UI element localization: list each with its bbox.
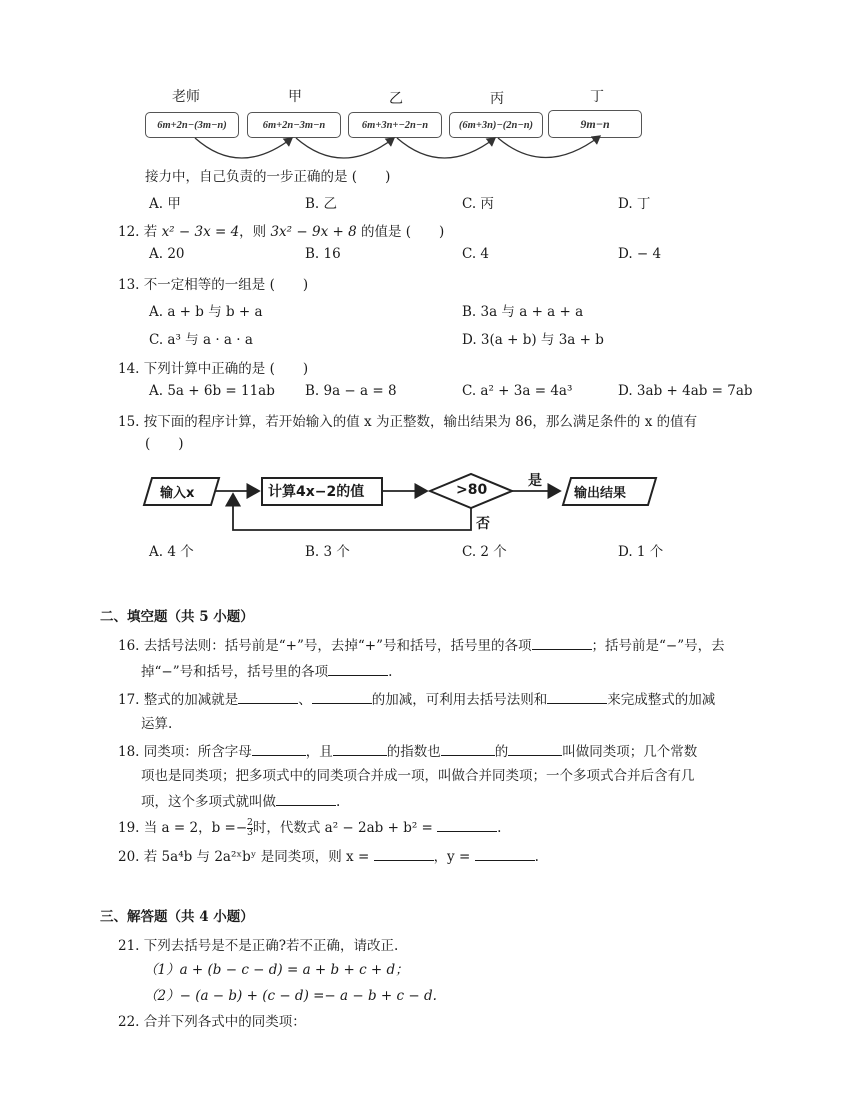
flow-compare: >80: [456, 482, 488, 498]
answer-blank: [276, 793, 336, 806]
q21-item-1: （1）a + (b − c − d) = a + b + c + d；: [144, 962, 409, 978]
relay-step-jia: 6m+2n−3m−n: [247, 112, 341, 138]
relay-name-teacher: 老师: [172, 89, 200, 105]
answer-blank: [441, 743, 495, 756]
q16-line2: 掉“−”号和括号，括号里的各项 .: [141, 664, 393, 680]
flow-no-label: 否: [476, 516, 490, 532]
q21-stem: 21. 下列去括号是不是正确?若不正确，请改正.: [118, 938, 399, 954]
q13-option-a: A. a + b 与 b + a: [149, 304, 263, 320]
q18-line2: 项也是同类项；把多项式中的同类项合并成一项，叫做合并同类项；一个多项式合并后含有几: [141, 768, 695, 784]
section-solve-title: 三、解答题（共 4 小题）: [100, 909, 254, 925]
q13-option-d: D. 3(a + b) 与 3a + b: [462, 332, 604, 348]
q17-line2: 运算.: [141, 716, 173, 732]
q20-line: 20. 若 5a⁴b 与 2a²ˣbʸ 是同类项，则 x = ，y = .: [118, 849, 539, 865]
relay-question: 接力中，自己负责的一步正确的是 ( ): [145, 169, 391, 185]
answer-paren: ( ): [145, 436, 184, 452]
answer-blank: [252, 743, 306, 756]
answer-paren: ( ): [269, 361, 309, 377]
answer-blank: [508, 743, 562, 756]
q12-stem: 12. 若 x² − 3x = 4，则 3x² − 9x + 8 的值是 ( ): [118, 224, 445, 240]
answer-blank: [547, 691, 607, 704]
answer-blank: [532, 637, 592, 650]
q13-option-b: B. 3a 与 a + a + a: [462, 304, 584, 320]
q18-line3: 项，这个多项式就叫做 .: [141, 794, 341, 810]
answer-paren: ( ): [269, 277, 309, 293]
q15-option-a: A. 4 个: [149, 544, 194, 560]
relay-step-yi: 6m+3n+−2n−n: [348, 112, 442, 138]
relay-option-b: B. 乙: [305, 196, 338, 212]
q15-option-c: C. 2 个: [462, 544, 507, 560]
relay-name-yi: 乙: [389, 91, 403, 107]
q16-line1: 16. 去括号法则：括号前是“+”号，去掉“+”号和括号，括号里的各项 ；括号前是“−”号，去: [118, 638, 725, 654]
q14-option-d: D. 3ab + 4ab = 7ab: [618, 383, 753, 399]
answer-blank: [312, 691, 372, 704]
q21-item-2: （2）− (a − b) + (c − d) =− a − b + c − d.: [144, 988, 437, 1004]
q12-option-a: A. 20: [149, 246, 185, 262]
relay-name-ding: 丁: [590, 89, 604, 105]
q19-line: 19. 当 a = 2，b =− $\frac{2}{3}$ 时，代数式 a² − 2ab + b² = .: [118, 818, 502, 838]
relay-name-jia: 甲: [288, 89, 302, 105]
answer-paren: ( ): [405, 224, 445, 240]
q22-stem: 22. 合并下列各式中的同类项：: [118, 1014, 306, 1030]
fraction: $\frac{2}{3}$: [247, 818, 253, 838]
q13-stem: 13. 不一定相等的一组是 ( ): [118, 277, 309, 293]
answer-blank: [328, 663, 388, 676]
q17-line1: 17. 整式的加减就是 、 的加减，可利用去括号法则和 来完成整式的加减: [118, 692, 716, 708]
answer-blank: [238, 691, 298, 704]
q15-option-d: D. 1 个: [618, 544, 664, 560]
relay-step-teacher: 6m+2n−(3m−n): [145, 112, 239, 138]
flow-yes-label: 是: [528, 473, 542, 489]
flow-compute: 计算4x−2的值: [268, 484, 365, 500]
relay-option-a: A. 甲: [149, 196, 181, 212]
q14-option-b: B. 9a − a = 8: [305, 383, 397, 399]
relay-name-bing: 丙: [490, 91, 504, 107]
q14-option-a: A. 5a + 6b = 11ab: [149, 383, 275, 399]
answer-blank: [333, 743, 387, 756]
q15-stem: 15. 按下面的程序计算，若开始输入的值 x 为正整数，输出结果为 86，那么满足条件的 x 的值有: [118, 414, 698, 430]
answer-blank: [374, 848, 434, 861]
answer-blank: [475, 848, 535, 861]
q12-option-c: C. 4: [462, 246, 490, 262]
q13-option-c: C. a³ 与 a · a · a: [149, 332, 253, 348]
section-fill-blank-title: 二、填空题（共 5 小题）: [100, 609, 254, 625]
q12-option-b: B. 16: [305, 246, 341, 262]
q14-stem: 14. 下列计算中正确的是 ( ): [118, 361, 309, 377]
answer-paren: ( ): [351, 169, 391, 185]
relay-step-ding: 9m−n: [548, 110, 642, 138]
relay-step-bing: (6m+3n)−(2n−n): [449, 112, 543, 138]
flow-output: 输出结果: [574, 486, 627, 501]
flowchart-shapes: [0, 0, 860, 540]
q14-option-c: C. a² + 3a = 4a³: [462, 383, 573, 399]
q12-option-d: D. − 4: [618, 246, 662, 262]
q15-option-b: B. 3 个: [305, 544, 350, 560]
flow-input: 输入x: [160, 486, 195, 501]
q18-line1: 18. 同类项：所含字母 ，且 的指数也 的 叫做同类项；几个常数: [118, 744, 698, 760]
answer-blank: [437, 819, 497, 832]
relay-option-d: D. 丁: [618, 196, 651, 212]
relay-option-c: C. 丙: [462, 196, 494, 212]
